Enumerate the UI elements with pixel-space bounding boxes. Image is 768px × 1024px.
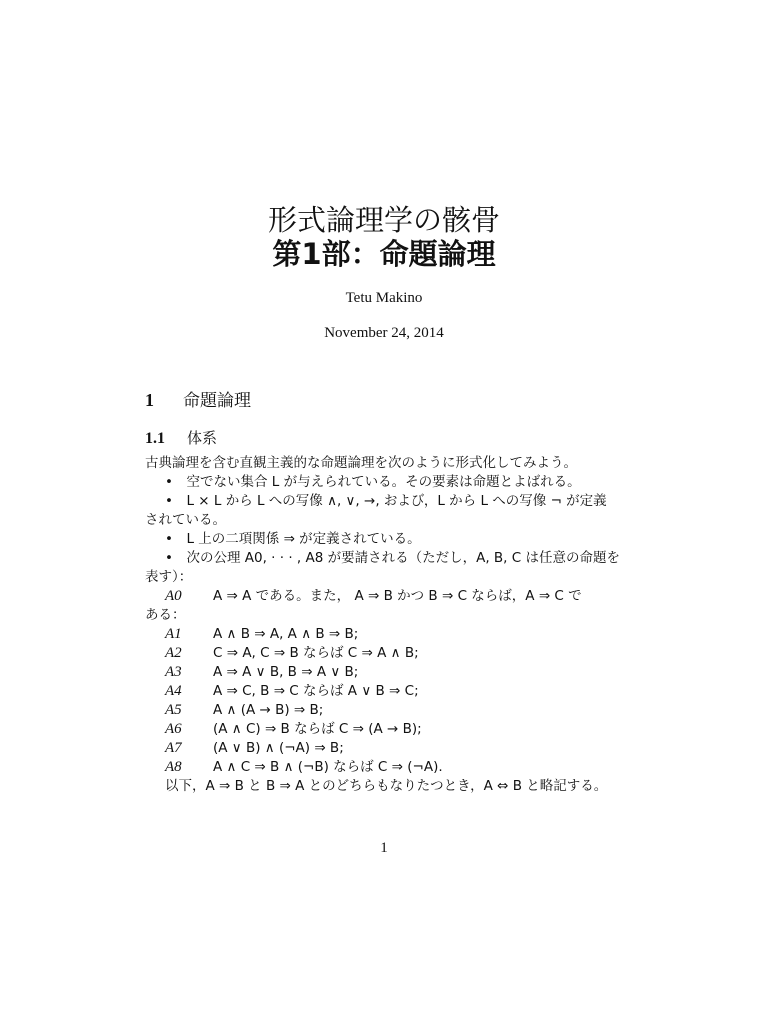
axiom-text: C ⇒ A, C ⇒ B ならば C ⇒ A ∧ B; (213, 645, 419, 661)
axiom-row (145, 701, 645, 720)
subsection-number: 1.1 (145, 430, 165, 447)
axiom-label: A5 (165, 702, 182, 718)
axiom-row (145, 663, 645, 682)
axiom-text: A ⇒ C, B ⇒ C ならば A ∨ B ⇒ C; (213, 683, 419, 699)
date: November 24, 2014 (324, 325, 444, 341)
closing-paragraph: 以下，A ⇒ B と B ⇒ A とのどちらもなりたつとき，A ⇔ B と略記する。 (165, 778, 608, 794)
axiom-label: A0 (165, 588, 182, 604)
axiom-text: A ∧ (A → B) ⇒ B; (213, 702, 324, 718)
axiom-text: A ∧ B ⇒ A, A ∧ B ⇒ B; (213, 626, 359, 642)
subsection-title: 体系 (187, 429, 218, 447)
intro-paragraph: 古典論理を含む直観主義的な命題論理を次のように形式化してみよう。 (145, 455, 577, 471)
axiom-row (145, 587, 645, 606)
bullet-line: • L × L から L への写像 ∧, ∨, →, および，L から L への写像 ¬ が定義 (165, 493, 607, 509)
body-text (145, 454, 645, 796)
bullet-line: • 次の公理 A0, · · · , A8 が要請される（ただし，A, B, C は任意の命題を (165, 550, 620, 566)
axiom-label: A7 (165, 740, 182, 756)
axiom-text: (A ∧ C) ⇒ B ならば C ⇒ (A → B); (213, 721, 422, 737)
author: Tetu Makino (345, 290, 423, 306)
bullet-continuation: されている。 (145, 512, 226, 528)
axiom-label: A3 (165, 664, 182, 680)
axiom-text: A ⇒ A である。また， A ⇒ B かつ B ⇒ C ならば，A ⇒ C で (213, 588, 582, 604)
section-number: 1 (145, 390, 154, 410)
axiom-row (145, 758, 645, 777)
axiom-label: A1 (165, 626, 182, 642)
axiom-text: A ⇒ A ∨ B, B ⇒ A ∨ B; (213, 664, 359, 680)
axiom-continuation: ある： (145, 607, 186, 623)
axiom-row (145, 739, 645, 758)
section-title: 命題論理 (183, 391, 251, 411)
axiom-label: A8 (165, 759, 182, 775)
axiom-row (145, 625, 645, 644)
axiom-row (145, 682, 645, 701)
axiom-label: A6 (165, 721, 182, 737)
title-line-2: 第1部：命題論理 (272, 237, 496, 271)
section-heading (145, 386, 251, 411)
axiom-row (145, 644, 645, 663)
axiom-row (145, 720, 645, 739)
bullet-line: • 空でない集合 L が与えられている。その要素は命題とよばれる。 (165, 474, 581, 490)
axiom-label: A2 (165, 645, 182, 661)
axiom-label: A4 (165, 683, 182, 699)
page-number: 1 (380, 840, 388, 856)
axiom-text: A ∧ C ⇒ B ∧ (¬B) ならば C ⇒ (¬A). (213, 759, 443, 775)
subsection-heading (145, 427, 217, 448)
title-line-1: 形式論理学の骸骨 (267, 203, 500, 237)
bullet-line: • L 上の二項関係 ⇒ が定義されている。 (165, 531, 421, 547)
bullet-continuation: 表す）： (145, 569, 193, 585)
axiom-text: (A ∨ B) ∧ (¬A) ⇒ B; (213, 740, 344, 756)
